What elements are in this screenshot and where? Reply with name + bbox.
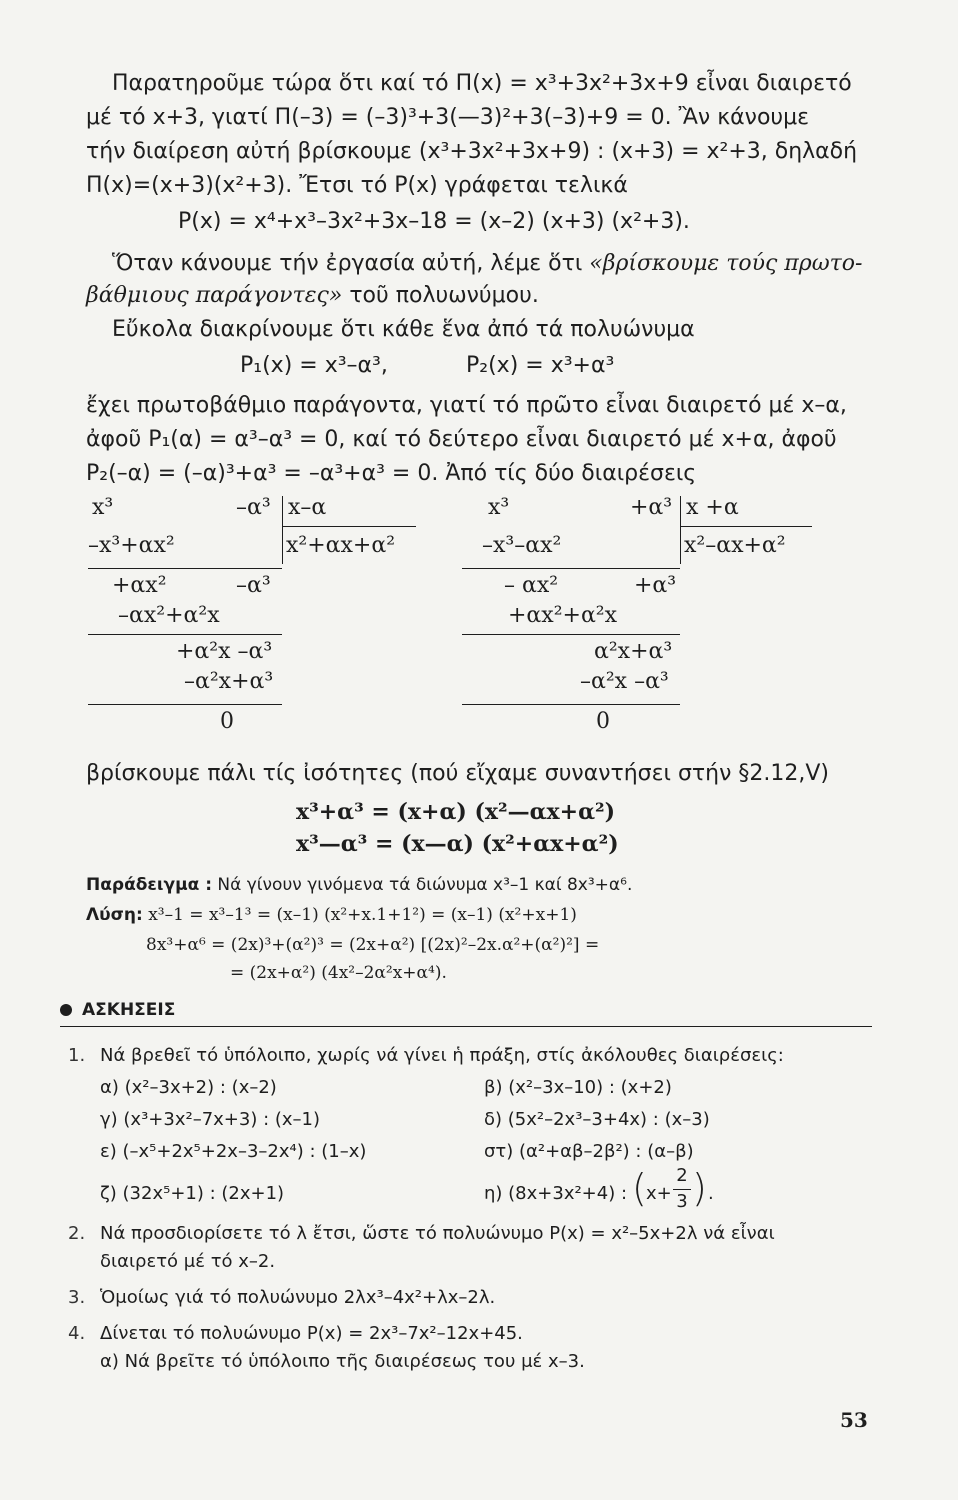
exercise-1h-divisor-x: x+	[646, 1183, 672, 1204]
div2-row-3b: +α³	[634, 573, 677, 598]
exercise-1h: η) (8x+3x²+4) :	[484, 1183, 628, 1204]
exercise-1c: γ) (x³+3x²–7x+3) : (x–1)	[100, 1109, 321, 1130]
div1-row-5: +α²x –α³	[176, 639, 273, 664]
div2-row-6: –α²x –α³	[580, 669, 669, 694]
fraction-denominator: 3	[676, 1191, 688, 1212]
fraction-bar	[673, 1189, 691, 1190]
exercise-1a: α) (x²–3x+2) : (x–2)	[100, 1077, 277, 1098]
exercise-4a: α) Νά βρεῖτε τό ὑπόλοιπο τῆς διαιρέσεως του μέ x–3.	[100, 1351, 585, 1372]
div1-rule-1	[88, 568, 282, 569]
div1-row-3a: +αx²	[112, 573, 167, 598]
intro-line-1: Παρατηροῦμε τώρα ὅτι καί τό Π(x) = x³+3x²+3x+9 εἶναι διαιρετό	[112, 71, 852, 96]
div2-divisor: x +α	[686, 495, 739, 520]
div2-rule-2	[462, 634, 680, 635]
exercise-3-text: Ὁμοίως γιά τό πολυώνυμο 2λx³–4x²+λx–2λ.	[100, 1287, 496, 1308]
div2-row-4: +αx²+α²x	[508, 603, 618, 628]
div1-divisor: x–α	[288, 495, 327, 520]
identities-intro: βρίσκουμε πάλι τίς ἰσότητες (πού εἴχαμε συναντήσει στήν §2.12,V)	[86, 761, 829, 786]
intro-line-9: ἀφοῦ P₁(α) = α³–α³ = 0, καί τό δεύτερο εἶναι διαιρετό μέ x+α, ἀφοῦ	[86, 427, 837, 452]
exercise-3-number: 3.	[68, 1287, 86, 1308]
fraction-numerator: 2	[676, 1165, 688, 1186]
div2-row-2: –x³–αx²	[482, 533, 562, 558]
div1-row-2: –x³+αx²	[88, 533, 175, 558]
exercise-1g: ζ) (32x⁵+1) : (2x+1)	[100, 1183, 285, 1204]
polynomial-p1: P₁(x) = x³–α³,	[240, 353, 388, 378]
page-number: 53	[840, 1408, 868, 1432]
intro-line-5-text: Ὅταν κάνουμε τήν ἐργασία αὐτή, λέμε ὅτι	[112, 251, 583, 276]
intro-line-6	[86, 282, 539, 310]
exercises-bullet-icon	[60, 1004, 72, 1016]
solution-step-1: x³–1 = x³–1³ = (x–1) (x²+x.1+1²) = (x–1) (x²+x+1)	[148, 905, 577, 925]
exercise-4-number: 4.	[68, 1323, 86, 1344]
div2-rule-3	[462, 704, 680, 705]
exercise-2-number: 2.	[68, 1223, 86, 1244]
exercise-1-text: Νά βρεθεῖ τό ὑπόλοιπο, χωρίς νά γίνει ἡ πράξη, στίς ἀκόλουθες διαιρέσεις:	[100, 1045, 784, 1066]
div2-quotient: x²–αx+α²	[684, 533, 786, 558]
polynomial-p2: P₂(x) = x³+α³	[466, 353, 615, 378]
intro-line-5-italic: «βρίσκουμε τούς πρωτο-	[589, 251, 863, 276]
div2-remainder: 0	[596, 709, 610, 734]
div2-row-3a: – αx²	[504, 573, 559, 598]
div1-dividend-const: –α³	[236, 495, 271, 520]
exercises-heading: ΑΣΚΗΣΕΙΣ	[82, 1000, 176, 1020]
intro-line-5	[112, 250, 862, 278]
solution-step-2: 8x³+α⁶ = (2x)³+(α²)³ = (2x+α²) [(2x)²–2x.α²+(α²)²] =	[146, 935, 600, 955]
example-text: Νά γίνουν γινόμενα τά διώνυμα x³–1 καί 8x³+α⁶.	[217, 875, 633, 895]
identity-difference-of-cubes: x³—α³ = (x—α) (x²+αx+α²)	[296, 831, 619, 857]
div2-row-5: α²x+α³	[594, 639, 673, 664]
exercise-2-text-2: διαιρετό μέ τό x–2.	[100, 1251, 276, 1272]
exercise-2-text-1: Νά προσδιορίσετε τό λ ἔτσι, ὥστε τό πολυώνυμο P(x) = x²–5x+2λ νά εἶναι	[100, 1223, 775, 1244]
intro-line-4: Π(x)=(x+3)(x²+3). Ἔτσι τό P(x) γράφεται τελικά	[86, 173, 628, 198]
exercises-rule	[60, 1026, 872, 1027]
intro-line-10: P₂(–α) = (–α)³+α³ = –α³+α³ = 0. Ἀπό τίς δύο διαιρέσεις	[86, 461, 697, 486]
div1-quotient: x²+αx+α²	[286, 533, 396, 558]
intro-line-6-italic: βάθμιους παράγοντες»	[86, 283, 343, 308]
exercise-1e: ε) (–x⁵+2x⁵+2x–3–2x⁴) : (1–x)	[100, 1141, 367, 1162]
div1-remainder: 0	[220, 709, 234, 734]
div2-bracket-horizontal	[680, 526, 812, 527]
div1-bracket-horizontal	[282, 526, 416, 527]
exercise-1d: δ) (5x²–2x³–3+4x) : (x–3)	[484, 1109, 710, 1130]
intro-line-8: ἔχει πρωτοβάθμιο παράγοντα, γιατί τό πρῶτο εἶναι διαιρετό μέ x–α,	[86, 393, 847, 418]
intro-line-3: τήν διαίρεση αὐτή βρίσκουμε (x³+3x²+3x+9) : (x+3) = x²+3, δηλαδή	[86, 139, 858, 164]
example-line	[86, 874, 632, 896]
intro-line-7: Εὔκολα διακρίνουμε ὅτι κάθε ἕνα ἀπό τά πολυώνυμα	[112, 317, 695, 342]
intro-line-2: μέ τό x+3, γιατί Π(–3) = (–3)³+3(—3)²+3(–3)+9 = 0. Ἂν κάνουμε	[86, 105, 810, 130]
div1-bracket-vertical	[282, 496, 283, 564]
paren-open: (	[632, 1166, 647, 1210]
div2-rule-1	[462, 568, 680, 569]
exercise-1f: στ) (α²+αβ–2β²) : (α–β)	[484, 1141, 694, 1162]
div2-dividend-const: +α³	[630, 495, 673, 520]
div1-rule-2	[88, 634, 282, 635]
factorization-equation: P(x) = x⁴+x³–3x²+3x–18 = (x–2) (x+3) (x²+3).	[178, 209, 690, 234]
period: .	[708, 1183, 714, 1204]
solution-label: Λύση:	[86, 905, 143, 925]
div2-bracket-vertical	[680, 496, 681, 564]
div1-row-6: –α²x+α³	[184, 669, 274, 694]
div1-dividend-x3: x³	[92, 495, 114, 520]
exercise-4-text: Δίνεται τό πολυώνυμο P(x) = 2x³–7x²–12x+45.	[100, 1323, 523, 1344]
div1-row-4: –αx²+α²x	[118, 603, 220, 628]
identity-sum-of-cubes: x³+α³ = (x+α) (x²—αx+α²)	[296, 799, 616, 825]
solution-line-1	[86, 904, 577, 926]
div1-row-3b: –α³	[236, 573, 271, 598]
paren-close: )	[692, 1166, 707, 1210]
intro-line-6-text: τοῦ πολυωνύμου.	[349, 283, 539, 308]
div1-rule-3	[88, 704, 282, 705]
solution-step-3: = (2x+α²) (4x²–2α²x+α⁴).	[230, 963, 447, 983]
exercise-1b: β) (x²–3x–10) : (x+2)	[484, 1077, 672, 1098]
example-label: Παράδειγμα :	[86, 875, 213, 895]
div2-dividend-x3: x³	[488, 495, 510, 520]
exercise-1-number: 1.	[68, 1045, 86, 1066]
